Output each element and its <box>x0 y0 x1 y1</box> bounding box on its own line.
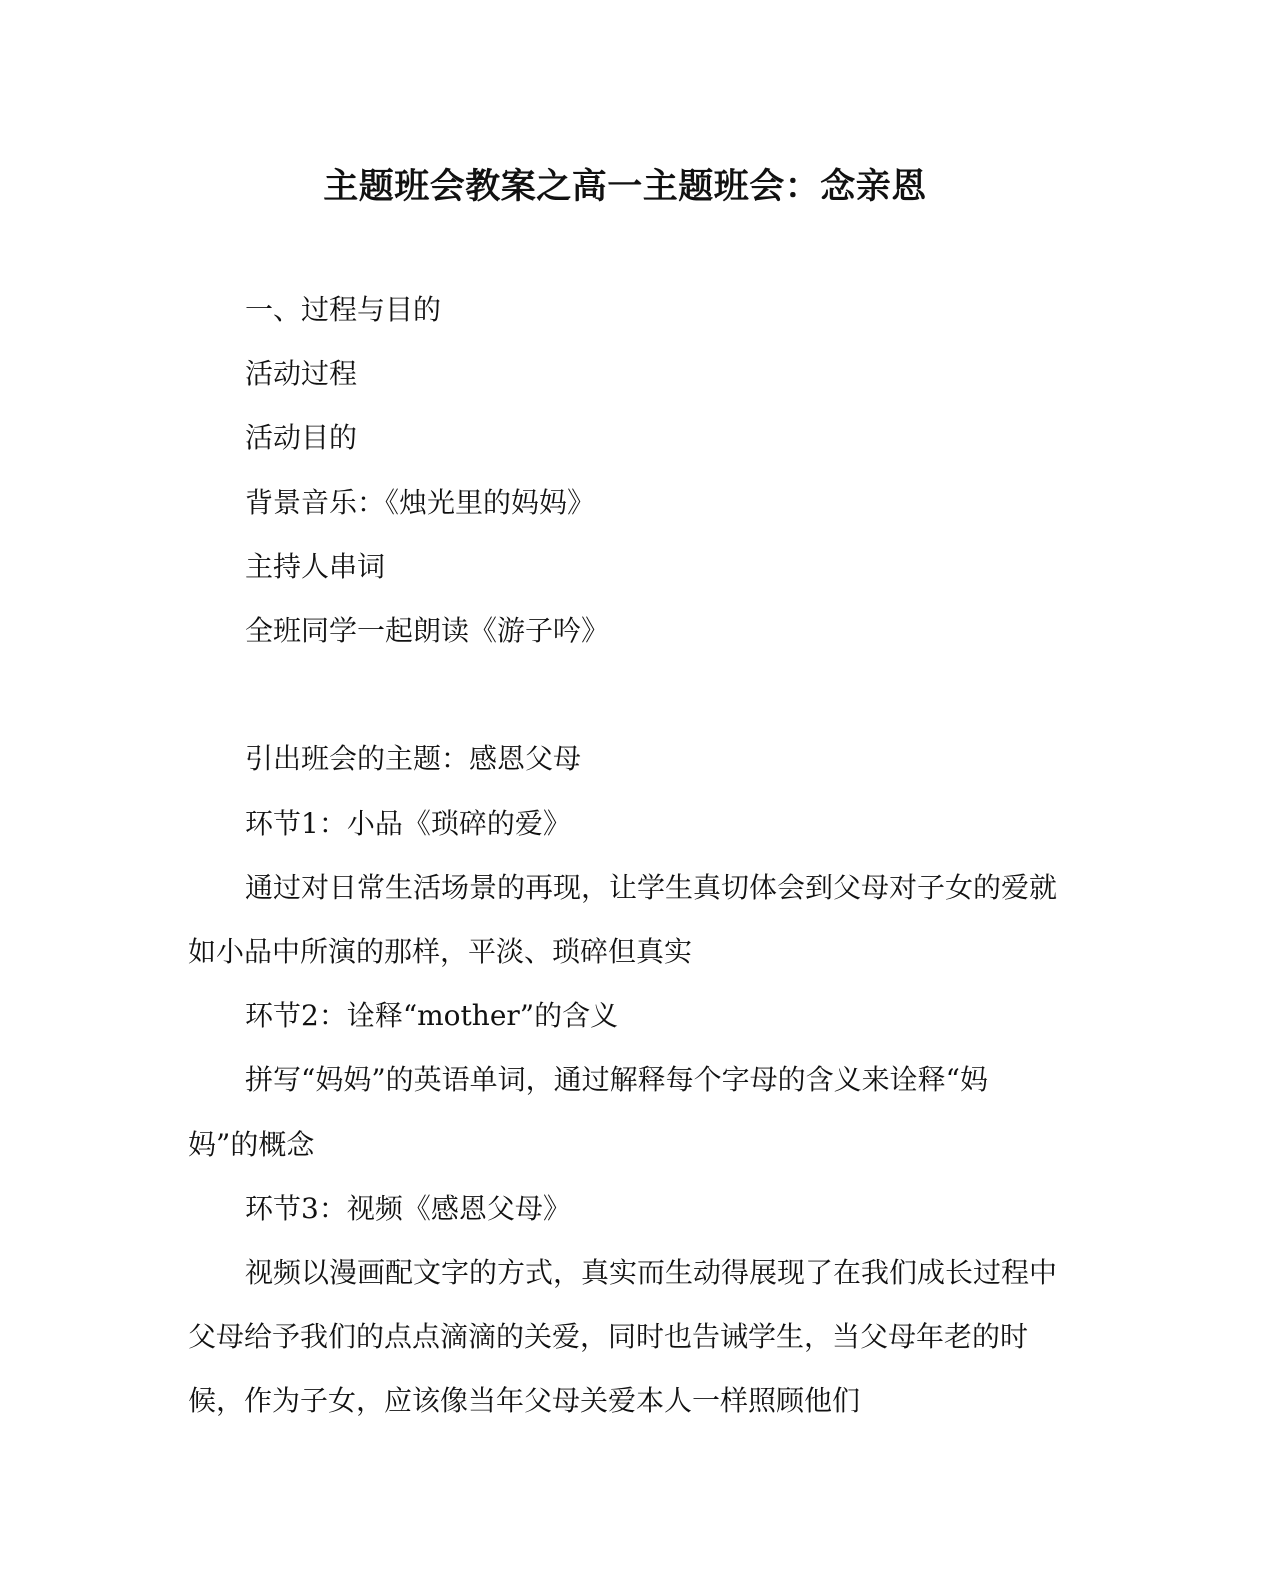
paragraph-background-music: 背景音乐：《烛光里的妈妈》 <box>245 485 596 519</box>
paragraph-segment-3: 环节3：视频《感恩父母》 <box>245 1191 571 1225</box>
blank-line <box>188 663 1058 727</box>
paragraph-segment-2: 环节2：诠释“mother”的含义 <box>245 999 619 1033</box>
paragraph-activity-purpose: 活动目的 <box>245 421 358 455</box>
paragraph-segment-1: 环节1：小品《琐碎的爱》 <box>245 806 571 840</box>
paragraph-host-script: 主持人串词 <box>245 549 386 583</box>
document-body <box>188 278 1058 1434</box>
paragraph-activity-process: 活动过程 <box>245 357 358 391</box>
document-title: 主题班会教案之高一主题班会：念亲恩 <box>323 166 927 207</box>
section-heading-process-and-purpose: 一、过程与目的 <box>245 293 442 326</box>
paragraph-segment-3-description: 视频以漫画配文字的方式，真实而生动得展现了在我们成长过程中父母给予我们的点点滴滴的关爱，同时也告诫学生，当父母年老的时候，作为子女，应该像当年父母关爱本人一样照顾他们 <box>188 1256 1058 1418</box>
paragraph-theme-intro: 引出班会的主题：感恩父母 <box>245 742 582 776</box>
paragraph-class-recitation: 全班同学一起朗读《游子吟》 <box>245 614 610 648</box>
paragraph-segment-2-description: 拼写“妈妈”的英语单词，通过解释每个字母的含义来诠释“妈妈”的概念 <box>188 1063 988 1161</box>
paragraph-segment-1-description: 通过对日常生活场景的再现，让学生真切体会到父母对子女的爱就如小品中所演的那样，平淡、琐碎但真实 <box>188 870 1058 969</box>
